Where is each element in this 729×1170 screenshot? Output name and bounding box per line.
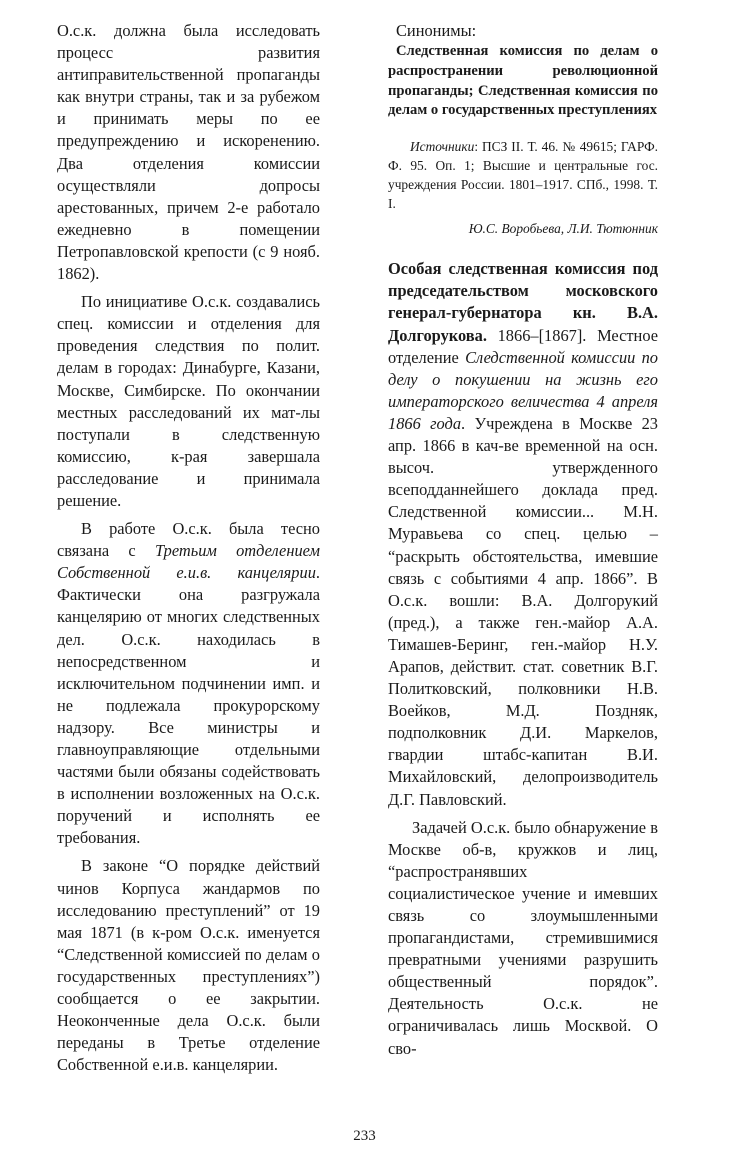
entry-dates: 1866–[1867]. <box>486 325 587 345</box>
synonyms-label: Синонимы: <box>396 21 477 40</box>
paragraph-third-section <box>57 518 320 849</box>
paragraph-task: Задачей О.с.к. было обнаружение в Москве об-в, кружков и лиц, “распространявших социалистическое учение и имевших связь со злоумышленными пропагандистами, стремившимися превратными учениями разрушить общественный порядок”. Деятельность О.с.к. не ограничивалась лишь Москвой. О сво- <box>388 817 658 1058</box>
synonyms-text: Следственная комиссия по делам о распространении революционной пропаганды; Следственная комиссия по делам о государственных преступлениях <box>388 43 658 119</box>
entry-body: . Учреждена в Москве 23 апр. 1866 в кач-ве временной на осн. высоч. утвержденного всеподданнейшего доклада пред. Следственной комиссии... М.Н. Муравьева со спец. целью – “раскрыть обстоятельства, имевшие связь с событиями 4 апр. 1866”. В О.с.к. вошли: В.А. Долгорукий (пред.), а также ген.-майор А.А. Тимашев-Беринг, ген.-майор Н.У. Арапов, действит. стат. советник В.Г. Политковский, полковники Н.В. Воейков, М.Д. Поздняк, подполковник Д.И. Маркелов, гвардии штабс-капитан В.И. Михайловский, делопроизводитель Д.Г. Павловский. <box>388 413 658 809</box>
entry-intro: Местное отделение <box>388 325 658 367</box>
sources-note <box>388 137 658 213</box>
authors-signature: Ю.С. Воробьева, Л.И. Тютюнник <box>468 221 658 237</box>
left-column <box>57 20 320 1076</box>
paragraph-text: . Фактически она разгружала канцелярию от многих следственных дел. О.с.к. находилась в непосредственном и исключительном подчинении имп. и не подлежала прокурорскому надзору. Все министры и главноуправляющие отдельными частями были обязаны содействовать в исполнении возложенных на О.с.к. поручений и исполнять ее требования. <box>57 563 320 848</box>
entry-paragraph <box>388 258 658 810</box>
paragraph-purpose: О.с.к. должна была исследовать процесс развития антиправительственной пропаганды как внутри страны, так и за рубежом и принимать меры по ее предупреждению и искоренению. Два отделения комиссии осуществляли допросы арестованных, причем 2-е работало ежедневно в помещении Петропавловской крепости (с 9 нояб. 1862). <box>57 21 320 284</box>
cross-reference-link[interactable]: Третьим отделением Собственной е.и.в. канцелярии <box>57 541 320 583</box>
entry-title: Особая следственная комиссия под председательством московского генерал-губернатора кн. В.А. Долгорукова. <box>388 259 658 345</box>
page-number: 233 <box>353 1128 376 1144</box>
paragraph-initiative: По инициативе О.с.к. создавались спец. комиссии и отделения для проведения следствия по полит. делам в городах: Динабурге, Казани, Москве, Симбирске. По окончании местных расследований их мат-лы поступали в следственную комиссию, к-рая завершала расследование и принимала решение. <box>57 292 320 510</box>
paragraph-text: В работе О.с.к. была тесно связана с <box>57 519 320 561</box>
paragraph-closure: В законе “О порядке действий чинов Корпуса жандармов по исследованию преступлений” от 19 мая 1871 (в к-ром О.с.к. именуется “Следственной комиссией по делам о государственных преступлениях”) сообщается о ее закрытии. Неоконченные дела О.с.к. были переданы в Третье отделение Собственной е.и.в. канцелярии. <box>57 856 320 1075</box>
cross-reference-link[interactable]: Следственной комиссии по делу о покушении на жизнь его императорского величества 4 апреля 1866 года <box>388 347 658 433</box>
right-column <box>388 20 658 1060</box>
sources-label: Источники <box>410 139 475 155</box>
sources-text: : ПСЗ II. Т. 46. № 49615; ГАРФ. Ф. 95. Оп. 1; Высшие и центральные гос. учреждения России. 1801–1917. СПб., 1998. Т. I. <box>388 139 658 212</box>
